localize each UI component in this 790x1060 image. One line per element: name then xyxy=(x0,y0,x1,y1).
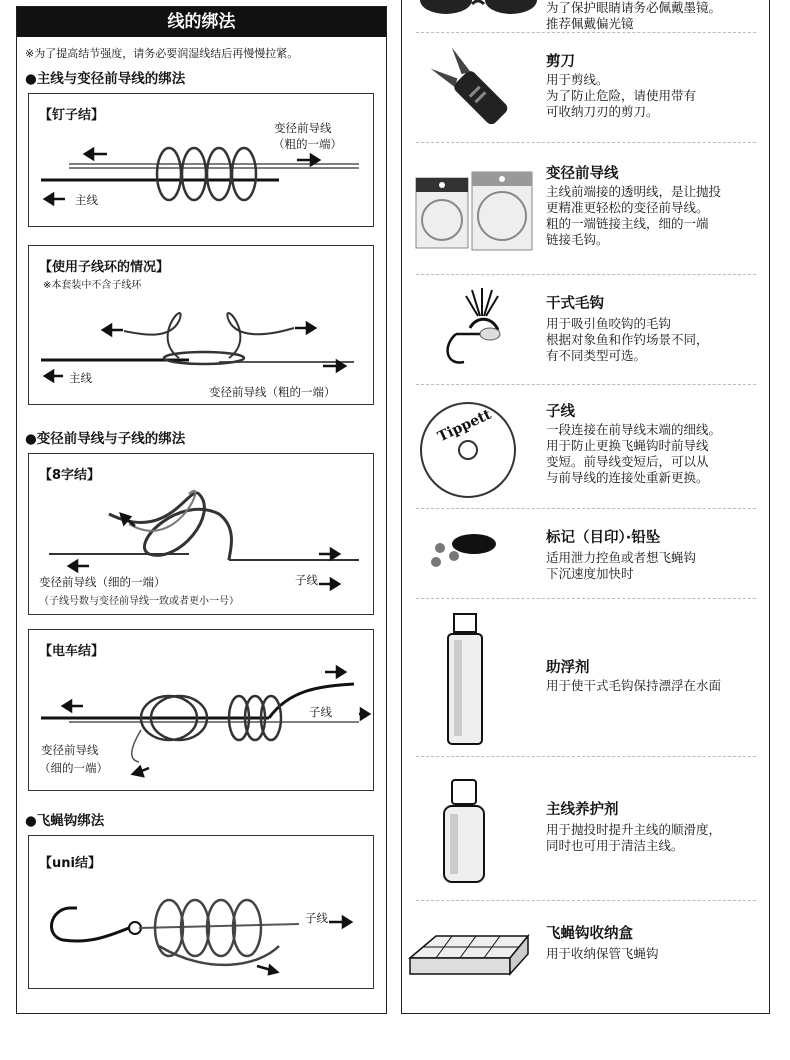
knot-title: 【电车结】 xyxy=(39,644,105,659)
nail-knot-drawing xyxy=(29,94,375,228)
item-title-floatant: 助浮剂 xyxy=(546,660,590,676)
knot-title: 【钉子结】 xyxy=(39,108,105,123)
dry-fly-icon xyxy=(436,286,516,370)
item-desc-floatant: 用于使干式毛钩保持漂浮在水面 xyxy=(546,678,722,693)
tram-knot-drawing xyxy=(29,630,375,792)
tippet-ring-diagram xyxy=(28,245,374,405)
leader-sub-label: （粗的一端） xyxy=(273,137,342,151)
panel-title: 线的绑法 xyxy=(17,7,386,37)
item-title-line-dressing: 主线养护剂 xyxy=(546,802,619,818)
section-heading-fly: ●飞蝇钩绑法 xyxy=(25,813,105,829)
tippet-logo-text: Tippett xyxy=(435,406,494,446)
knot-title: 【uni结】 xyxy=(39,856,101,871)
nipper-scissors-icon xyxy=(428,42,518,132)
not-included-note: ※本套装中不含子线环 xyxy=(43,280,142,291)
uni-knot-diagram xyxy=(28,835,374,989)
nail-knot-diagram xyxy=(28,93,374,227)
line-dressing-bottle-icon xyxy=(440,778,490,886)
leader-label: 变径前导线 xyxy=(274,121,332,135)
section-heading-leader-tippet: ●变径前导线与子线的绑法 xyxy=(25,431,186,447)
sunglasses-icon xyxy=(416,0,536,22)
tram-knot-diagram xyxy=(28,629,374,791)
item-title-fly-box: 飞蝇钩收纳盒 xyxy=(546,926,633,942)
size-note: （子线号数与变径前导线一致或者更小一号） xyxy=(39,596,239,607)
tippet-spool-icon xyxy=(420,402,516,498)
item-desc-tippet: 一段连接在前导线末端的细线。 用于防止更换飞蝇钩时前导线 变短。前导线变短后，可以从 与前导线的连接处重新更换。 xyxy=(546,422,722,485)
item-desc-dry-fly: 用于吸引鱼咬钩的毛钩 根据对象鱼和作钓场景不同， 有不同类型可选。 xyxy=(546,316,709,363)
item-desc-fly-box: 用于收纳保管飞蝇钩 xyxy=(546,946,659,961)
item-title-scissors: 剪刀 xyxy=(546,54,575,70)
main-line-label: 主线 xyxy=(69,371,92,385)
figure8-knot-diagram xyxy=(28,453,374,615)
tapered-leader-icon xyxy=(414,168,534,258)
marker-sinker-icon xyxy=(428,528,528,578)
knot-title: 【使用子线环的情况】 xyxy=(39,260,170,275)
item-desc-line-dressing: 用于抛投时提升主线的顺滑度， 同时也可用于清洁主线。 xyxy=(546,822,722,853)
uni-knot-drawing xyxy=(29,836,375,990)
item-title-marker: 标记（目印）·铅坠 xyxy=(546,530,661,546)
leader-sub-label: （细的一端） xyxy=(39,761,108,775)
sunglasses-desc: 为了保护眼睛请务必佩戴墨镜。 推荐佩戴偏光镜 xyxy=(546,0,722,31)
item-title-tippet: 子线 xyxy=(546,404,575,420)
fly-box-icon xyxy=(406,930,530,980)
floatant-bottle-icon xyxy=(440,612,490,748)
item-desc-leader: 主线前端接的透明线，是让抛投 更精准更轻松的变径前导线。 粗的一端链接主线，细的一端 链接毛钩。 xyxy=(546,184,722,247)
item-title-leader: 变径前导线 xyxy=(546,166,619,182)
knot-title: 【8字结】 xyxy=(39,468,101,483)
equipment-list-panel xyxy=(401,0,770,1014)
leader-label: 变径前导线（粗的一端） xyxy=(209,385,336,399)
item-desc-scissors: 用于剪线。 为了防止危险，请使用带有 可收纳刀刃的剪刀。 xyxy=(546,72,697,119)
item-title-dry-fly: 干式毛钩 xyxy=(546,296,604,312)
tippet-label: 子线 xyxy=(305,911,328,925)
leader-label: 变径前导线 xyxy=(41,743,99,757)
leader-label: 变径前导线（细的一端） xyxy=(39,575,166,589)
tippet-label: 子线 xyxy=(295,573,318,587)
knot-guide-panel xyxy=(16,6,387,1014)
item-desc-marker: 适用泄力控鱼或者想飞蝇钩 下沉速度加快时 xyxy=(546,550,697,581)
section-heading-main-leader: ●主线与变径前导线的绑法 xyxy=(25,71,186,87)
wet-knot-note: ※为了提高结节强度，请务必要润湿线结后再慢慢拉紧。 xyxy=(25,47,299,60)
main-line-label: 主线 xyxy=(75,193,98,207)
figure8-knot-drawing xyxy=(29,454,375,616)
tippet-ring-drawing xyxy=(29,246,375,406)
tippet-label: 子线 xyxy=(309,705,332,719)
